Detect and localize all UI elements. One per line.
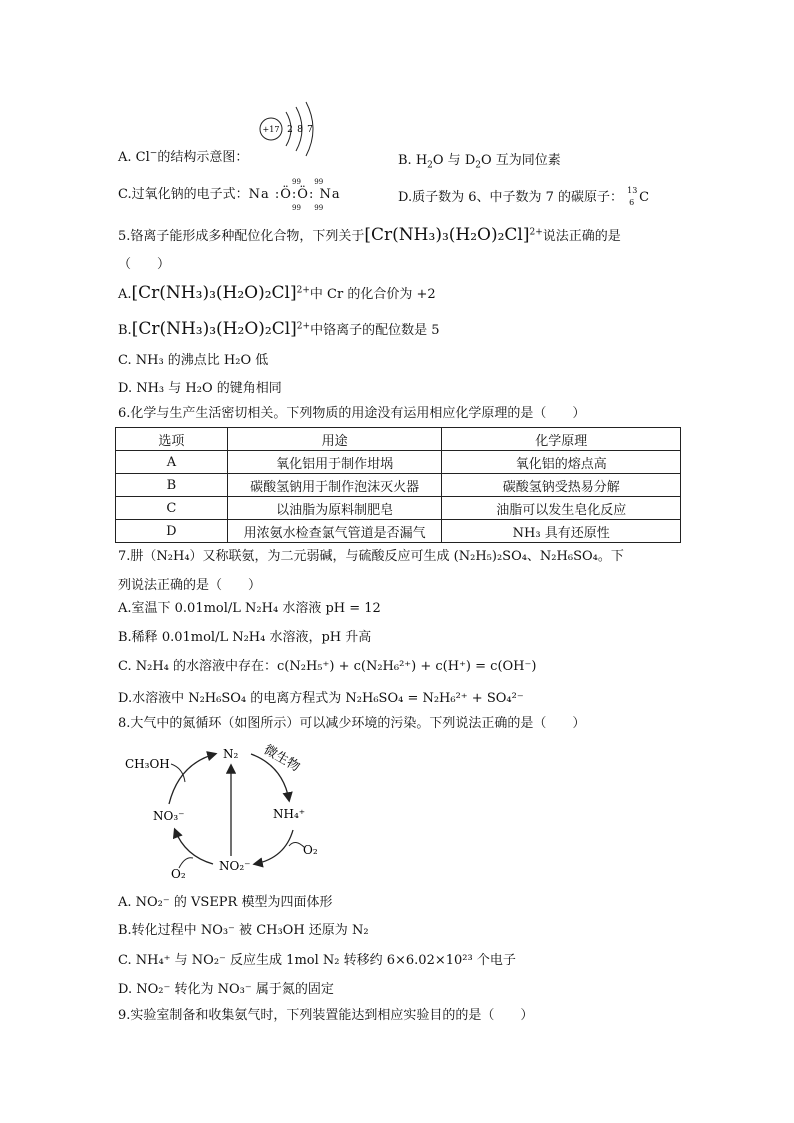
q7-stem-line1: 7.肼（N₂H₄）又称联氨，为二元弱碱，与硫酸反应可生成 (N₂H₅)₂SO₄、N₂H₆SO₄。下 [118,549,624,564]
nitrogen-cycle-diagram [123,738,323,888]
ch3oh-label: CH₃OH [125,757,170,771]
q5-option-c: C. NH₃ 的沸点比 H₂O 低 [118,353,269,368]
table-cell: B [116,474,228,497]
arrow-no3-to-n2 [169,754,215,804]
table-header-cell: 化学原理 [442,428,681,451]
n2-label: N₂ [223,747,239,761]
q8-stem: 8.大气中的氮循环（如图所示）可以减少环境的污染。下列说法正确的是（ ） [118,716,586,731]
table-cell: 油脂可以发生皂化反应 [442,497,681,520]
microbe-label: 微生物 [261,742,303,775]
q5-option-a: $A.[Cr(NH_3)_3(H_2O)_2Cl]^{2+}$中 Cr 的化合价为 +2 [118,283,436,303]
table-cell: 以油脂为原料制肥皂 [227,497,442,520]
table-header-cell: 选项 [116,428,228,451]
q5-stem: 5.铬离子能形成多种配位化合物，下列关于$[Cr(NH_3)_3(H_2O)_2Cl]^{2+}$说法正确的是 [118,225,621,245]
q6-stem: 6.化学与生产生活密切相关。下列物质的用途没有运用相应化学原理的是（ ） [118,406,586,421]
q4-option-b: B. $H_2O$ 与 $D_2O$ 互为同位素 [398,153,561,171]
q5-option-d: D. NH₃ 与 H₂O 的键角相同 [118,381,282,396]
q7-stem-line2: 列说法正确的是（ ） [118,578,262,593]
nh4-label: NH₄⁺ [273,807,306,821]
table-row [116,451,681,474]
q4-option-c: C.过氧化钠的电子式：Na :Ö:Ö: Na [118,187,341,202]
q7-option-d: D.水溶液中 N₂H₆SO₄ 的电离方程式为 N₂H₆SO₄ = N₂H₆²⁺ + SO₄²⁻ [118,691,524,706]
table-cell: A [116,451,228,474]
electron-dots-top: 99 99 [292,178,324,186]
q6-options-table [115,427,681,543]
q7-option-a: A.室温下 0.01mol/L N₂H₄ 水溶液 pH = 12 [118,601,381,616]
q8-option-d: D. NO₂⁻ 转化为 NO₃⁻ 属于氮的固定 [118,982,334,997]
o2-left-label: O₂ [171,867,186,881]
atom-nucleus-label: +17 [262,125,280,134]
table-row [116,474,681,497]
carbon-mass-number: 13 [627,185,638,195]
table-cell: 碳酸氢钠用于制作泡沫灭火器 [227,474,442,497]
table-cell: 碳酸氢钠受热易分解 [442,474,681,497]
q9-stem: 9.实验室制备和收集氨气时，下列装置能达到相应实验目的的是（ ） [118,1008,534,1023]
table-cell: NH₃ 具有还原性 [442,520,681,543]
table-cell: C [116,497,228,520]
o2-right-label: O₂ [303,843,318,857]
table-header-row [116,428,681,451]
complex-ion: [Cr(NH₃)₃(H₂O)₂Cl] [364,225,530,245]
atom-shell-3: 7 [307,125,313,135]
table-header-cell: 用途 [227,428,442,451]
table-cell: 用浓氨水检查氯气管道是否漏气 [227,520,442,543]
no3-label: NO₃⁻ [153,809,185,823]
q4-option-a: A. Cl−的结构示意图： [118,148,249,165]
q8-option-a: A. NO₂⁻ 的 VSEPR 模型为四面体形 [118,895,333,910]
chlorine-ion-structure-diagram [258,98,320,160]
ch3oh-hook [171,764,185,782]
q7-option-b: B.稀释 0.01mol/L N₂H₄ 水溶液，pH 升高 [118,630,372,645]
atom-shell-1: 2 [287,125,293,135]
q8-option-b: B.转化过程中 NO₃⁻ 被 CH₃OH 还原为 N₂ [118,923,369,938]
atom-shell-2: 8 [297,125,303,135]
table-row [116,520,681,543]
carbon-atomic-number: 6 [629,197,635,207]
no2-label: NO₂⁻ [219,859,251,873]
arrow-no2-to-no3 [175,830,213,864]
q8-option-c: C. NH₄⁺ 与 NO₂⁻ 反应生成 1mol N₂ 转移约 6×6.02×10²³ 个电子 [118,953,516,968]
arrow-nh4-to-no2 [255,830,293,864]
q4-option-d: D.质子数为 6、中子数为 7 的碳原子： 13 6 C [398,185,650,207]
table-cell: 氧化铝用于制作坩埚 [227,451,442,474]
q7-option-c: C. N₂H₄ 的水溶液中存在：c(N₂H₅⁺) + c(N₂H₆²⁺) + c(H⁺) = c(OH⁻) [118,659,537,674]
q5-option-b: $B.[Cr(NH_3)_3(H_2O)_2Cl]^{2+}$中铬离子的配位数是 5 [118,319,440,339]
electron-dots-bottom: 99 99 [292,204,324,212]
table-row [116,497,681,520]
table-cell: D [116,520,228,543]
q5-paren: （ ） [118,257,171,272]
sodium-peroxide-electron-formula: Na :Ö:Ö: Na [248,187,341,202]
table-cell: 氧化铝的熔点高 [442,451,681,474]
